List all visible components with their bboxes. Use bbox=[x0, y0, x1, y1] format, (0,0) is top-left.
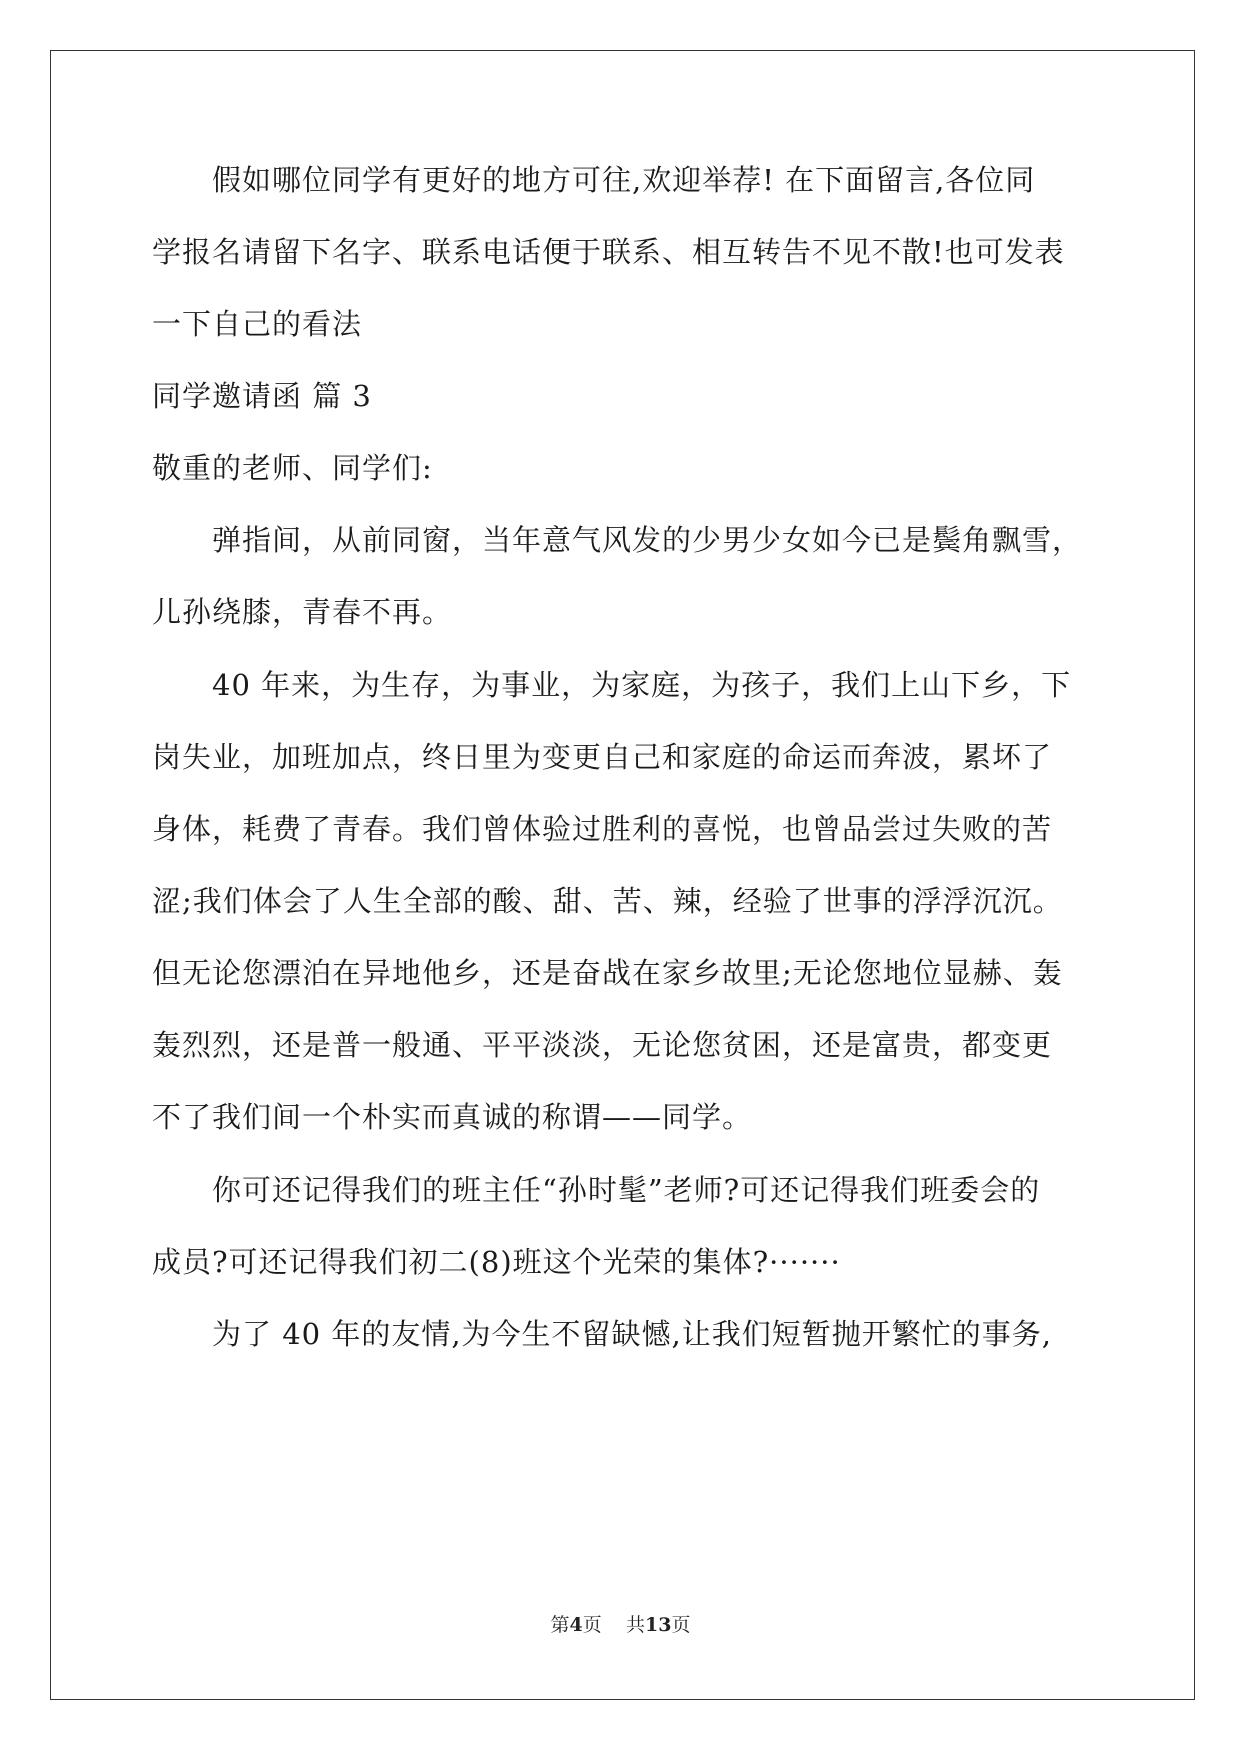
page-number: 4 bbox=[569, 1614, 583, 1636]
text-line: 你可还记得我们的班主任“孙时髦”老师?可还记得我们班委会的 bbox=[212, 1173, 1041, 1207]
footer-prefix: 第 bbox=[550, 1614, 570, 1636]
text-line: 一下自己的看法 bbox=[152, 307, 363, 341]
text-line: 身体，耗费了青春。我们曾体验过胜利的喜悦，也曾品尝过失败的苦 bbox=[152, 812, 1053, 846]
text-line: 假如哪位同学有更好的地方可往,欢迎举荐! 在下面留言,各位同 bbox=[212, 163, 1036, 197]
text-line: 40 年来，为生存，为事业，为家庭，为孩子，我们上山下乡，下 bbox=[212, 668, 1072, 702]
text-line: 为了 40 年的友情,为今生不留缺憾,让我们短暂抛开繁忙的事务, bbox=[212, 1317, 1052, 1351]
text-line: 儿孙绕膝，青春不再。 bbox=[152, 595, 453, 629]
page-footer bbox=[0, 1610, 1241, 1637]
salutation: 敬重的老师、同学们: bbox=[152, 451, 433, 485]
text-line: 轰烈烈，还是普一般通、平平淡淡，无论您贫困，还是富贵，都变更 bbox=[152, 1028, 1053, 1062]
text-line: 学报名请留下名字、联系电话便于联系、相互转告不见不散!也可发表 bbox=[152, 235, 1065, 269]
text-line: 成员?可还记得我们初二(8)班这个光荣的集体?······· bbox=[152, 1245, 841, 1279]
total-pages: 13 bbox=[644, 1614, 672, 1636]
text-line: 弹指间，从前同窗，当年意气风发的少男少女如今已是鬓角飘雪， bbox=[212, 523, 1083, 557]
section-heading: 同学邀请函 篇 3 bbox=[152, 379, 372, 413]
text-line: 但无论您漂泊在异地他乡，还是奋战在家乡故里;无论您地位显赫、轰 bbox=[152, 956, 1063, 990]
text-line: 不了我们间一个朴实而真诚的称谓——同学。 bbox=[152, 1100, 753, 1134]
footer-page-suffix: 页 bbox=[582, 1614, 602, 1636]
text-line: 涩;我们体会了人生全部的酸、甜、苦、辣，经验了世事的浮浮沉沉。 bbox=[152, 884, 1063, 918]
footer-total-prefix: 共 bbox=[625, 1614, 645, 1636]
footer-total-suffix: 页 bbox=[671, 1614, 691, 1636]
text-line: 岗失业，加班加点，终日里为变更自己和家庭的命运而奔波，累坏了 bbox=[152, 740, 1053, 774]
page-border bbox=[50, 50, 1195, 1700]
